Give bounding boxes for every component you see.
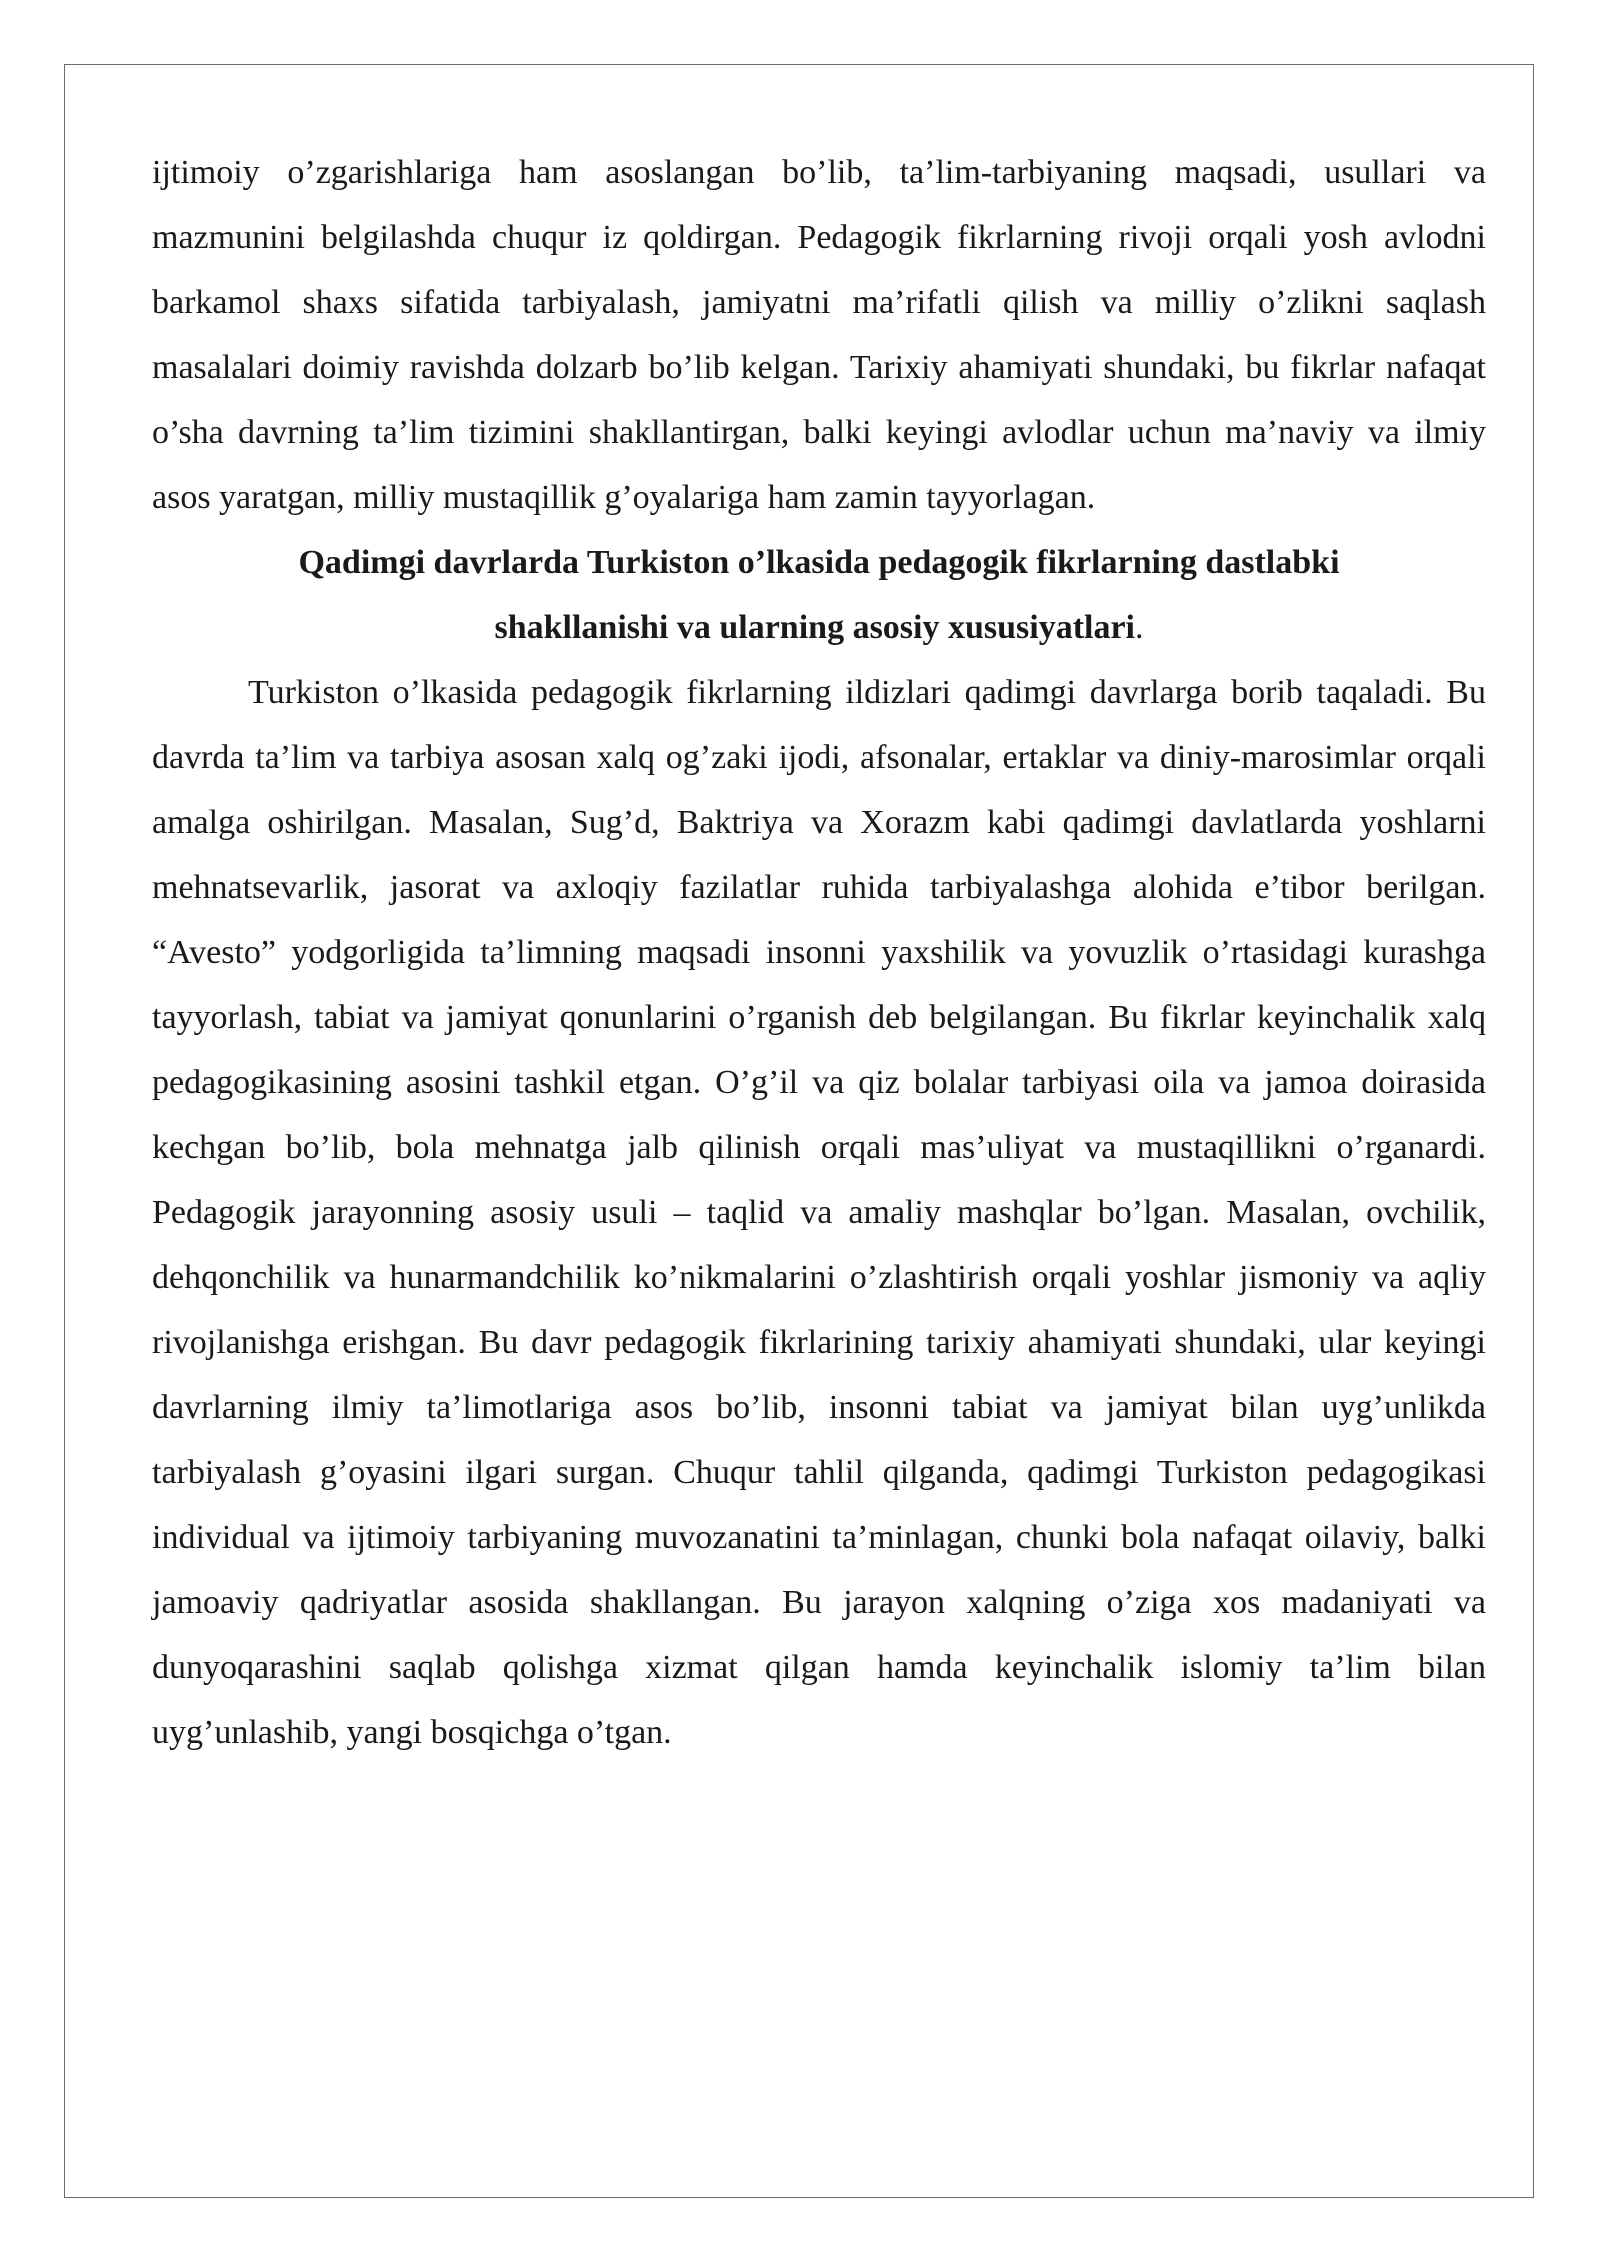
section-heading-period: .	[1135, 609, 1144, 646]
paragraph-main: Turkiston o’lkasida pedagogik fikrlarning ildizlari qadimgi davrlarga borib taqaladi. Bu davrda ta’lim va tarbiya asosan xalq og’zaki ijodi, afsonalar, ertaklar va diniy-marosimlar orqali amalga oshirilgan. Masalan, Sug’d, Baktriya va Xorazm kabi qadimgi davlatlarda yoshlarni mehnatsevarlik, jasorat va axloqiy fazilatlar ruhida tarbiyalashga alohida e’tibor berilgan. “Avesto” yodgorligida ta’limning maqsadi insonni yaxshilik va yovuzlik o’rtasidagi kurashga tayyorlash, tabiat va jamiyat qonunlarini o’rganish deb belgilangan. Bu fikrlar keyinchalik xalq pedagogikasining asosini tashkil etgan. O’g’il va qiz bolalar tarbiyasi oila va jamoa doirasida kechgan bo’lib, bola mehnatga jalb qilinish orqali mas’uliyat va mustaqillikni o’rganardi. Pedagogik jarayonning asosiy usuli – taqlid va amaliy mashqlar bo’lgan. Masalan, ovchilik, dehqonchilik va hunarmandchilik ko’nikmalarini o’zlashtirish orqali yoshlar jismoniy va aqliy rivojlanishga erishgan. Bu davr pedagogik fikrlarining tarixiy ahamiyati shundaki, ular keyingi davrlarning ilmiy ta’limotlariga asos bo’lib, insonni tabiat va jamiyat bilan uyg’unlikda tarbiyalash g’oyasini ilgari surgan. Chuqur tahlil qilganda, qadimgi Turkiston pedagogikasi individual va ijtimoiy tarbiyaning muvozanatini ta’minlagan, chunki bola nafaqat oilaviy, balki jamoaviy qadriyatlar asosida shakllangan. Bu jarayon xalqning o’ziga xos madaniyati va dunyoqarashini saqlab qolishga xizmat qilgan hamda keyinchalik islomiy ta’lim bilan uyg’unlashib, yangi bosqichga o’tgan.	[152, 674, 1486, 1751]
section-heading-text: Qadimgi davrlarda Turkiston o’lkasida pedagogik fikrlarning dastlabki shakllanishi va ularning asosiy xususiyatlari	[298, 544, 1340, 646]
document-body	[152, 140, 1486, 1765]
section-heading	[152, 530, 1486, 660]
paragraph-intro: ijtimoiy o’zgarishlariga ham asoslangan bo’lib, ta’lim-tarbiyaning maqsadi, usullari va mazmunini belgilashda chuqur iz qoldirgan. Pedagogik fikrlarning rivoji orqali yosh avlodni barkamol shaxs sifatida tarbiyalash, jamiyatni ma’rifatli qilish va milliy o’zlikni saqlash masalalari doimiy ravishda dolzarb bo’lib kelgan. Tarixiy ahamiyati shundaki, bu fikrlar nafaqat o’sha davrning ta’lim tizimini shakllantirgan, balki keyingi avlodlar uchun ma’naviy va ilmiy asos yaratgan, milliy mustaqillik g’oyalariga ham zamin tayyorlagan.	[152, 154, 1486, 516]
